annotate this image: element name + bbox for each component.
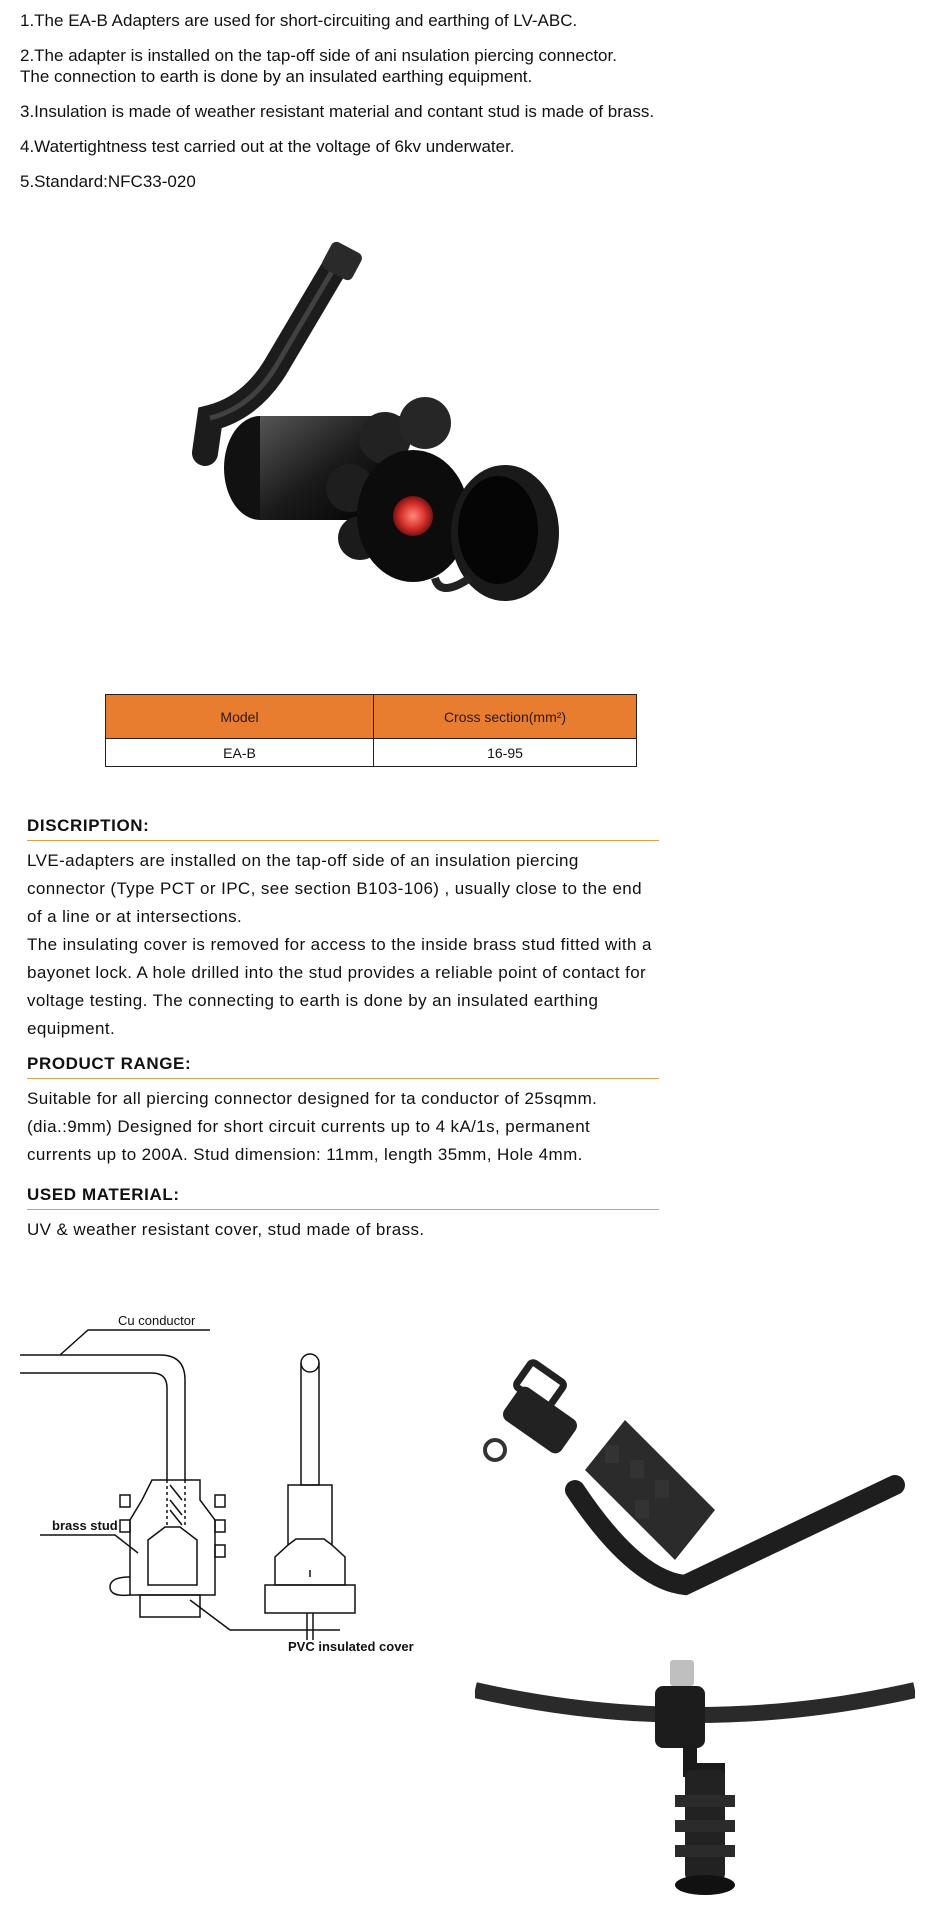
- table-cell-model: EA-B: [106, 739, 374, 767]
- used-material-heading: USED MATERIAL:: [27, 1185, 659, 1210]
- product-range-text: Suitable for all piercing connector designed for ta conductor of 25sqmm. (dia.:9mm) Designed for short circuit currents up to 4 kA/1s, permanent currents up to 200A. Stud dimension: 11mm, length 35mm, Hole 4mm.: [27, 1089, 598, 1164]
- feature-item-4: 4.Watertightness test carried out at the voltage of 6kv underwater.: [20, 137, 515, 156]
- description-paragraph-1: LVE-adapters are installed on the tap-off side of an insulation piercing connector (Type PCT or IPC, see section B103-106) , usually close to the end of a line or at intersections.: [27, 851, 643, 926]
- feature-item-2: 2.The adapter is installed on the tap-off side of ani nsulation piercing connector. The connection to earth is done by an insulated earthing equipment.: [20, 46, 617, 86]
- table-header-model: Model: [106, 695, 374, 739]
- spec-table: [105, 694, 637, 767]
- feature-list: [20, 10, 920, 206]
- table-header-row: [106, 695, 637, 739]
- used-material-text: UV & weather resistant cover, stud made of brass.: [27, 1220, 425, 1239]
- diagram-label-cu-conductor: Cu conductor: [118, 1313, 196, 1328]
- diagram-label-brass-stud: brass stud: [52, 1518, 118, 1533]
- feature-item-3: 3.Insulation is made of weather resistant material and contant stud is made of brass.: [20, 102, 655, 121]
- product-photo-adapter: [180, 238, 610, 618]
- diagram-label-pvc-cover: PVC insulated cover: [288, 1639, 414, 1654]
- description-paragraph-2: The insulating cover is removed for access to the inside brass stud fitted with a bayonet lock. A hole drilled into the stud provides a reliable point of contact for voltage testing. The connecting to earth is done by an insulated earthing equipment.: [27, 935, 652, 1038]
- table-row: [106, 739, 637, 767]
- technical-diagram: [20, 1295, 460, 1670]
- table-cell-cross-section: 16-95: [374, 739, 637, 767]
- feature-item-5: 5.Standard:NFC33-020: [20, 172, 196, 191]
- description-heading: DISCRIPTION:: [27, 816, 659, 841]
- table-header-cross-section: Cross section(mm²): [374, 695, 637, 739]
- product-range-heading: PRODUCT RANGE:: [27, 1054, 659, 1079]
- feature-item-1: 1.The EA-B Adapters are used for short-circuiting and earthing of LV-ABC.: [20, 11, 578, 30]
- photo-adapter-on-line: [475, 1660, 915, 1910]
- photo-adapter-side: [475, 1350, 915, 1630]
- product-range-section: [27, 1054, 659, 1169]
- used-material-section: [27, 1185, 659, 1244]
- description-section: [27, 816, 659, 1043]
